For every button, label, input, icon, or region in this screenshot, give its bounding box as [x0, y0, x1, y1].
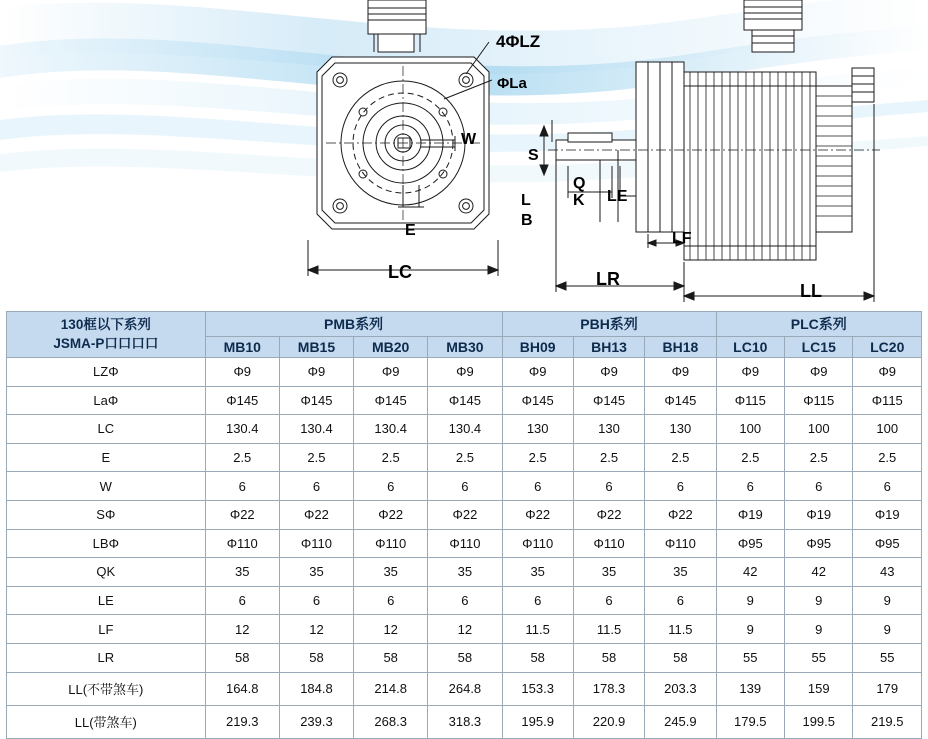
table-cell: Φ9 [785, 358, 853, 387]
table-cell: 58 [645, 643, 716, 672]
row-label: E [7, 443, 206, 472]
table-cell: 6 [428, 472, 502, 501]
table-cell: 199.5 [785, 705, 853, 738]
table-cell: 11.5 [573, 615, 644, 644]
table-cell: 100 [785, 415, 853, 444]
row-label: LaΦ [7, 386, 206, 415]
model-header-lc20: LC20 [853, 337, 922, 358]
table-cell: 6 [428, 586, 502, 615]
table-row [7, 586, 922, 615]
table-cell: Φ110 [279, 529, 353, 558]
table-cell: 2.5 [205, 443, 279, 472]
table-cell: 6 [502, 586, 573, 615]
table-cell: Φ22 [205, 500, 279, 529]
table-cell: 35 [428, 558, 502, 587]
table-cell: Φ95 [716, 529, 784, 558]
table-cell: Φ22 [428, 500, 502, 529]
table-row [7, 500, 922, 529]
table-cell: 9 [785, 615, 853, 644]
table-cell: Φ19 [853, 500, 922, 529]
table-cell: Φ9 [354, 358, 428, 387]
table-cell: 2.5 [645, 443, 716, 472]
label-ll: LL [800, 281, 822, 301]
table-cell: 6 [354, 586, 428, 615]
table-row [7, 558, 922, 587]
model-header-lc15: LC15 [785, 337, 853, 358]
table-cell: 58 [573, 643, 644, 672]
table-cell: Φ145 [279, 386, 353, 415]
table-cell: 12 [279, 615, 353, 644]
table-cell: 159 [785, 672, 853, 705]
table-cell: 58 [354, 643, 428, 672]
label-4phi-lz: 4ΦLZ [496, 32, 541, 51]
label-e: E [405, 222, 416, 239]
table-cell: 9 [853, 586, 922, 615]
table-cell: 130 [573, 415, 644, 444]
table-row [7, 386, 922, 415]
table-cell: 6 [502, 472, 573, 501]
table-cell: Φ145 [573, 386, 644, 415]
model-header-mb20: MB20 [354, 337, 428, 358]
row-label: LE [7, 586, 206, 615]
label-w: W [461, 131, 477, 148]
row-label: LR [7, 643, 206, 672]
table-cell: Φ19 [716, 500, 784, 529]
table-cell: 195.9 [502, 705, 573, 738]
table-cell: Φ145 [645, 386, 716, 415]
table-cell: Φ110 [645, 529, 716, 558]
table-cell: 55 [716, 643, 784, 672]
table-cell: Φ22 [279, 500, 353, 529]
table-cell: 268.3 [354, 705, 428, 738]
table-cell: 35 [354, 558, 428, 587]
table-cell: 6 [205, 472, 279, 501]
table-cell: 219.5 [853, 705, 922, 738]
row-label: LC [7, 415, 206, 444]
table-row [7, 672, 922, 705]
table-cell: 9 [853, 615, 922, 644]
table-cell: Φ145 [502, 386, 573, 415]
table-cell: Φ9 [645, 358, 716, 387]
table-cell: Φ9 [205, 358, 279, 387]
table-cell: Φ22 [645, 500, 716, 529]
table-cell: 58 [279, 643, 353, 672]
table-cell: 2.5 [573, 443, 644, 472]
table-cell: Φ9 [573, 358, 644, 387]
row-label: QK [7, 558, 206, 587]
table-cell: 9 [716, 615, 784, 644]
table-cell: 220.9 [573, 705, 644, 738]
table-cell: 12 [205, 615, 279, 644]
table-cell: 139 [716, 672, 784, 705]
table-cell: 2.5 [502, 443, 573, 472]
table-row [7, 472, 922, 501]
table-cell: Φ110 [502, 529, 573, 558]
table-cell: 130 [502, 415, 573, 444]
table-cell: 6 [853, 472, 922, 501]
row-label: W [7, 472, 206, 501]
table-cell: Φ9 [716, 358, 784, 387]
table-cell: Φ9 [853, 358, 922, 387]
table-cell: 100 [853, 415, 922, 444]
table-cell: 264.8 [428, 672, 502, 705]
table-cell: 55 [785, 643, 853, 672]
table-row [7, 643, 922, 672]
table-header [7, 312, 922, 358]
table-cell: 6 [354, 472, 428, 501]
table-cell: 214.8 [354, 672, 428, 705]
table-cell: 100 [716, 415, 784, 444]
model-header-lc10: LC10 [716, 337, 784, 358]
table-cell: 2.5 [428, 443, 502, 472]
table-cell: 239.3 [279, 705, 353, 738]
label-lc: LC [388, 262, 412, 282]
table-cell: 43 [853, 558, 922, 587]
table-cell: 130.4 [279, 415, 353, 444]
table-cell: 6 [645, 472, 716, 501]
table-cell: 245.9 [645, 705, 716, 738]
series-header-pmb: PMB系列 [205, 312, 502, 337]
table-cell: 179 [853, 672, 922, 705]
table-cell: 6 [279, 472, 353, 501]
table-corner-title [7, 312, 206, 358]
table-cell: 12 [354, 615, 428, 644]
table-cell: 203.3 [645, 672, 716, 705]
table-cell: 219.3 [205, 705, 279, 738]
table-cell: 35 [573, 558, 644, 587]
row-label: LF [7, 615, 206, 644]
model-header-bh09: BH09 [502, 337, 573, 358]
label-phi-la: ΦLa [497, 75, 527, 92]
table-cell: 6 [573, 586, 644, 615]
table-cell: 35 [279, 558, 353, 587]
label-lf: LF [672, 230, 692, 247]
table-cell: 130.4 [354, 415, 428, 444]
table-cell: Φ22 [573, 500, 644, 529]
label-l: L [521, 192, 531, 209]
row-label: LL(不带煞车) [7, 672, 206, 705]
table-row [7, 415, 922, 444]
table-cell: 6 [716, 472, 784, 501]
table-cell: Φ22 [502, 500, 573, 529]
table-cell: 12 [428, 615, 502, 644]
model-header-bh18: BH18 [645, 337, 716, 358]
table-cell: Φ19 [785, 500, 853, 529]
table-cell: 58 [428, 643, 502, 672]
series-header-plc: PLC系列 [716, 312, 921, 337]
model-header-bh13: BH13 [573, 337, 644, 358]
table-cell: 2.5 [354, 443, 428, 472]
model-header-mb10: MB10 [205, 337, 279, 358]
table-cell: 58 [502, 643, 573, 672]
table-cell: 6 [573, 472, 644, 501]
row-label: SΦ [7, 500, 206, 529]
table-cell: Φ22 [354, 500, 428, 529]
table-cell: Φ9 [428, 358, 502, 387]
table-cell: Φ95 [853, 529, 922, 558]
table-row [7, 443, 922, 472]
table-cell: 2.5 [279, 443, 353, 472]
table-row [7, 705, 922, 738]
table-cell: 6 [205, 586, 279, 615]
table-cell: 42 [716, 558, 784, 587]
table-cell: Φ145 [205, 386, 279, 415]
table-cell: Φ115 [853, 386, 922, 415]
table-body [7, 358, 922, 739]
model-header-mb30: MB30 [428, 337, 502, 358]
table-cell: Φ9 [279, 358, 353, 387]
table-cell: 130.4 [428, 415, 502, 444]
header-row-series [7, 312, 922, 337]
row-label: LL(带煞车) [7, 705, 206, 738]
table-cell: 55 [853, 643, 922, 672]
table-cell: 153.3 [502, 672, 573, 705]
table-cell: Φ115 [716, 386, 784, 415]
table-cell: 6 [645, 586, 716, 615]
table-cell: 318.3 [428, 705, 502, 738]
table-cell: 9 [716, 586, 784, 615]
table-cell: 6 [279, 586, 353, 615]
label-le: LE [607, 188, 628, 205]
label-b: B [521, 212, 533, 229]
servo-motor-dimension-drawing [0, 0, 928, 305]
model-header-mb15: MB15 [279, 337, 353, 358]
table-cell: 2.5 [853, 443, 922, 472]
table-cell: 9 [785, 586, 853, 615]
table-cell: Φ95 [785, 529, 853, 558]
table-cell: 179.5 [716, 705, 784, 738]
table-cell: 11.5 [645, 615, 716, 644]
label-k: K [573, 192, 585, 209]
table-cell: 58 [205, 643, 279, 672]
table-cell: Φ110 [428, 529, 502, 558]
label-s: S [528, 147, 539, 164]
table-cell: Φ9 [502, 358, 573, 387]
table-cell: 35 [502, 558, 573, 587]
corner-line-1: 130框以下系列 [60, 317, 151, 333]
table-cell: Φ110 [354, 529, 428, 558]
label-q: Q [573, 175, 586, 192]
table-cell: 35 [645, 558, 716, 587]
series-header-pbh: PBH系列 [502, 312, 716, 337]
table-row [7, 529, 922, 558]
table-cell: Φ145 [428, 386, 502, 415]
table-cell: 178.3 [573, 672, 644, 705]
table-cell: 6 [785, 472, 853, 501]
table-cell: Φ145 [354, 386, 428, 415]
table-cell: 164.8 [205, 672, 279, 705]
table-cell: Φ110 [573, 529, 644, 558]
table-row [7, 615, 922, 644]
table-cell: Φ110 [205, 529, 279, 558]
row-label: LZΦ [7, 358, 206, 387]
row-label: LBΦ [7, 529, 206, 558]
table-cell: 184.8 [279, 672, 353, 705]
table-cell: 42 [785, 558, 853, 587]
table-cell: 2.5 [716, 443, 784, 472]
corner-line-2: JSMA-P口口口口 [53, 335, 159, 351]
table-cell: 35 [205, 558, 279, 587]
table-row [7, 358, 922, 387]
table-cell: 130.4 [205, 415, 279, 444]
specification-table [6, 311, 922, 739]
table-cell: 130 [645, 415, 716, 444]
table-cell: 2.5 [785, 443, 853, 472]
table-cell: 11.5 [502, 615, 573, 644]
label-lr: LR [596, 269, 620, 289]
table-cell: Φ115 [785, 386, 853, 415]
